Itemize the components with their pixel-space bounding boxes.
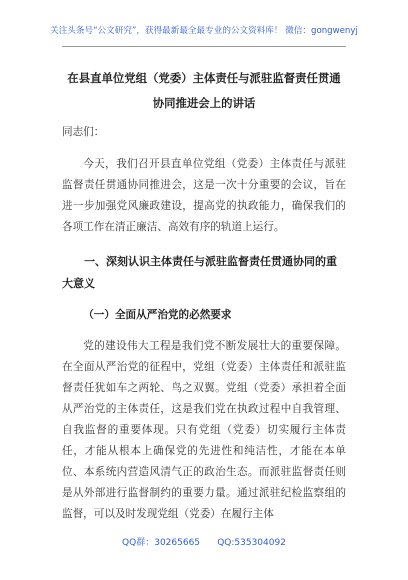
footer-contact: QQ群：30265665 QQ:535304092 <box>122 538 286 548</box>
paragraph-gap <box>62 238 346 249</box>
header-promo-note: 关注头条号“公文研究”，获得最新最全最专业的公文资料库！ 微信：gongwenyj <box>50 26 358 36</box>
subsection-heading: （一）全面从严治党的必然要求 <box>83 309 232 321</box>
intro-paragraph: 今天，我们召开县直单位党组（党委）主体责任与派驻监督责任贯通协同推进会，这是一次十分重要的会议，旨在进一步加强党风廉政建设，提高党的执政能力，确保我们的各项工作在清正廉洁、高效有序的轨道上运行。 <box>62 158 346 233</box>
header-divider <box>62 46 346 47</box>
document-body <box>62 122 346 525</box>
document-title: 在县直单位党组（党委）主体责任与派驻监督责任贯通协同推进会上的讲话 <box>67 71 341 110</box>
subsection-paragraph: 党的建设伟大工程是我们党不断发展壮大的重要保障。在全面从严治党的征程中，党组（党委）主体责任和派驻监督责任犹如车之两轮、鸟之双翼。党组（党委）承担着全面从严治党的主体责任，这是我们党在执政过程中自我管理、自我监督的重要体现。只有党组（党委）切实履行主体责任，才能从根本上确保党的先进性和纯洁性，才能在本单位、本系统内营造风清气正的政治生态。而派驻监督责任则是从外部进行监督制约的重要力量。通过派驻纪检监察组的监督，可以及时发现党组（党委）在履行主体 <box>62 340 346 520</box>
section-heading: 一、深刻认识主体责任与派驻监督责任贯通协同的重大意义 <box>62 255 337 290</box>
salutation: 同志们： <box>62 126 105 138</box>
